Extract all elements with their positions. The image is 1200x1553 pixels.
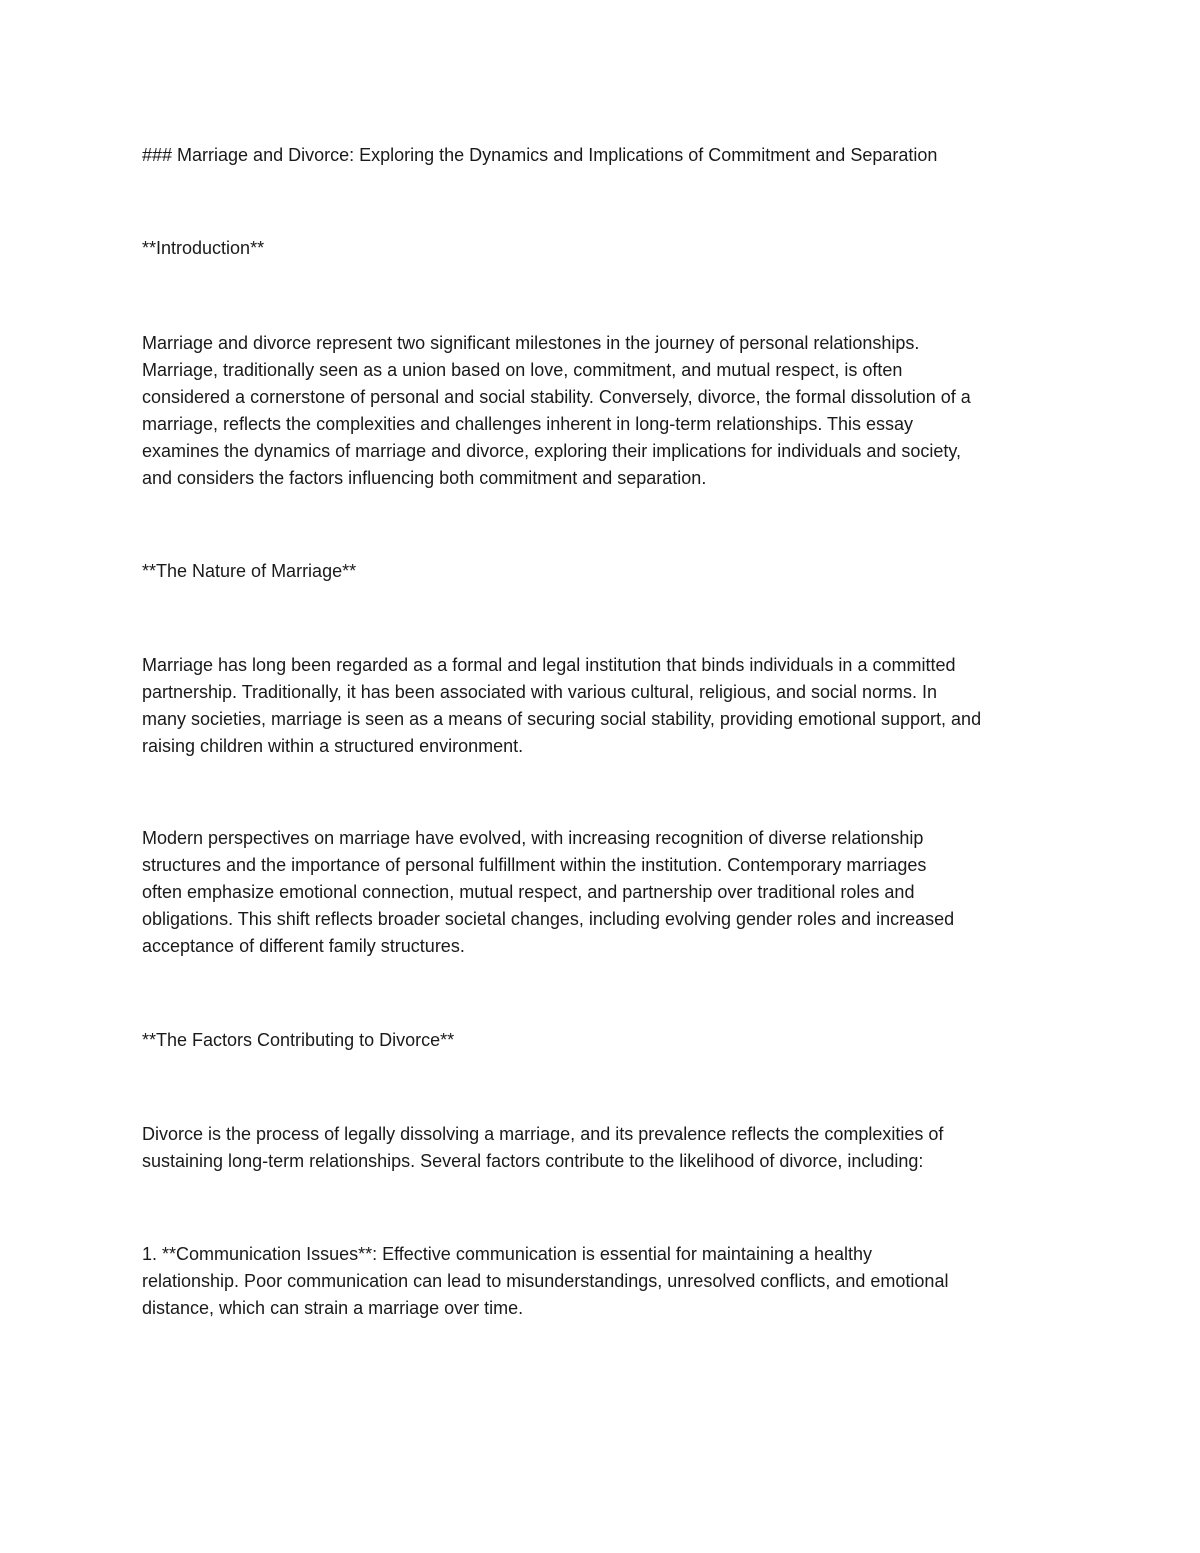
- paragraph-line: 1. **Communication Issues**: Effective communication is essential for maintaining a healthy: [142, 1244, 873, 1264]
- paragraph-factors: [142, 1121, 1072, 1175]
- paragraph-line: Marriage and divorce represent two significant milestones in the journey of personal relationships.: [142, 333, 920, 353]
- paragraph-line: considered a cornerstone of personal and social stability. Conversely, divorce, the formal dissolution of a: [142, 387, 971, 407]
- paragraph-nature-2: [142, 825, 1072, 960]
- paragraph-line: acceptance of different family structures.: [142, 936, 465, 956]
- paragraph-line: partnership. Traditionally, it has been associated with various cultural, religious, and social norms. In: [142, 682, 938, 702]
- paragraph-line: Divorce is the process of legally dissolving a marriage, and its prevalence reflects the complexities of: [142, 1124, 944, 1144]
- paragraph-line: distance, which can strain a marriage over time.: [142, 1298, 524, 1318]
- list-item-communication: [142, 1241, 1072, 1322]
- paragraph-line: relationship. Poor communication can lead to misunderstandings, unresolved conflicts, and emotional: [142, 1271, 949, 1291]
- paragraph-line: structures and the importance of personal fulfillment within the institution. Contemporary marriages: [142, 855, 927, 875]
- paragraph-line: obligations. This shift reflects broader societal changes, including evolving gender roles and increased: [142, 909, 955, 929]
- heading-introduction: **Introduction**: [142, 238, 265, 258]
- paragraph-line: raising children within a structured environment.: [142, 736, 524, 756]
- paragraph-nature-1: [142, 652, 1072, 760]
- paragraph-line: often emphasize emotional connection, mutual respect, and partnership over traditional roles and: [142, 882, 915, 902]
- paragraph-line: and considers the factors influencing both commitment and separation.: [142, 468, 707, 488]
- paragraph-line: many societies, marriage is seen as a means of securing social stability, providing emotional support, and: [142, 709, 982, 729]
- paragraph-introduction: [142, 330, 1072, 492]
- paragraph-line: marriage, reflects the complexities and challenges inherent in long-term relationships. This essay: [142, 414, 914, 434]
- paragraph-line: examines the dynamics of marriage and divorce, exploring their implications for individuals and society,: [142, 441, 962, 461]
- document-title: ### Marriage and Divorce: Exploring the Dynamics and Implications of Commitment and Separation: [142, 145, 938, 165]
- paragraph-line: sustaining long-term relationships. Several factors contribute to the likelihood of divorce, including:: [142, 1151, 924, 1171]
- paragraph-line: Modern perspectives on marriage have evolved, with increasing recognition of diverse relationship: [142, 828, 924, 848]
- paragraph-line: Marriage has long been regarded as a formal and legal institution that binds individuals in a committed: [142, 655, 956, 675]
- paragraph-line: Marriage, traditionally seen as a union based on love, commitment, and mutual respect, is often: [142, 360, 903, 380]
- heading-nature-of-marriage: **The Nature of Marriage**: [142, 561, 357, 581]
- heading-factors-divorce: **The Factors Contributing to Divorce**: [142, 1030, 455, 1050]
